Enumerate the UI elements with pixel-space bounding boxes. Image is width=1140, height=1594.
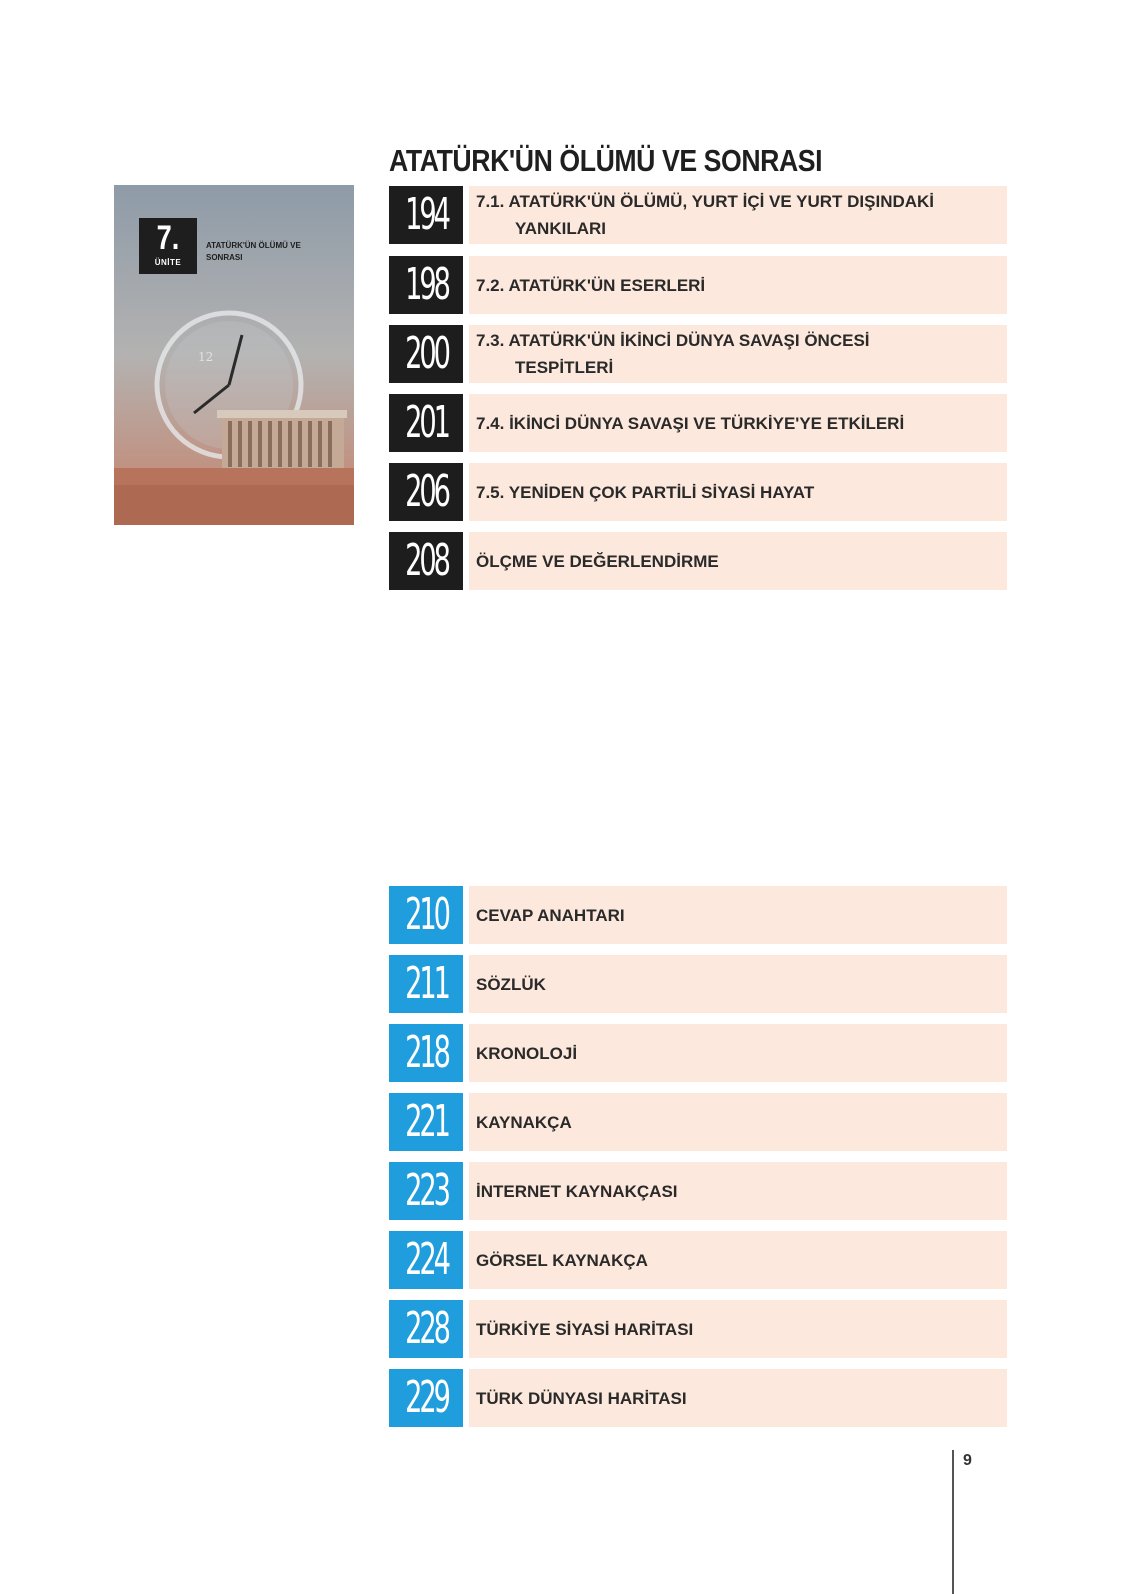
toc-page-number: 228 <box>389 1300 463 1358</box>
toc-item[interactable] <box>389 886 1007 944</box>
cover-unit-number: 7. <box>156 219 180 257</box>
toc-entry-title: SÖZLÜK <box>476 974 546 994</box>
cover-unit-label: ÜNİTE <box>154 258 182 267</box>
toc-item[interactable] <box>389 532 1007 590</box>
cover-unit-badge <box>139 218 197 274</box>
unit-title: ATATÜRK'ÜN ÖLÜMÜ VE SONRASI <box>389 143 823 178</box>
toc-item[interactable] <box>389 1093 1007 1151</box>
toc-page-number: 221 <box>389 1093 463 1151</box>
toc-entry-title: KAYNAKÇA <box>476 1112 572 1132</box>
toc-item[interactable] <box>389 463 1007 521</box>
toc-entry <box>469 955 1007 1013</box>
toc-entry <box>469 1369 1007 1427</box>
toc-page-number: 218 <box>389 1024 463 1082</box>
toc-page-number: 198 <box>389 256 463 314</box>
toc-page-number: 194 <box>389 186 463 244</box>
toc-entry <box>469 1162 1007 1220</box>
toc-entry <box>469 1024 1007 1082</box>
toc-entry-title: KRONOLOJİ <box>476 1043 578 1063</box>
toc-entry-title: 7.3. ATATÜRK'ÜN İKİNCİ DÜNYA SAVAŞI ÖNCESİ <box>476 331 870 350</box>
toc-page-number: 223 <box>389 1162 463 1220</box>
svg-text:12: 12 <box>198 350 214 364</box>
toc-entry-title: ÖLÇME VE DEĞERLENDİRME <box>476 551 719 571</box>
toc-entry <box>469 1231 1007 1289</box>
toc-page-number: 208 <box>389 532 463 590</box>
toc-item[interactable] <box>389 256 1007 314</box>
toc-entry <box>469 463 1007 521</box>
toc-item[interactable] <box>389 955 1007 1013</box>
toc-item[interactable] <box>389 1231 1007 1289</box>
toc-entry-title: 7.1. ATATÜRK'ÜN ÖLÜMÜ, YURT İÇİ VE YURT DIŞINDAKİ <box>476 192 935 211</box>
toc-page-number: 206 <box>389 463 463 521</box>
toc-item[interactable] <box>389 1300 1007 1358</box>
toc-entry <box>469 886 1007 944</box>
unit-cover-image <box>114 185 354 525</box>
toc-entry-title: TÜRKİYE SİYASİ HARİTASI <box>476 1319 694 1339</box>
toc-item[interactable] <box>389 325 1007 383</box>
toc-page-number: 229 <box>389 1369 463 1427</box>
toc-entry <box>469 532 1007 590</box>
toc-entry-title: 7.5. YENİDEN ÇOK PARTİLİ SİYASİ HAYAT <box>476 482 815 502</box>
toc-item[interactable] <box>389 1369 1007 1427</box>
toc-entry-title: 7.2. ATATÜRK'ÜN ESERLERİ <box>476 275 706 295</box>
page-number: 9 <box>963 1452 972 1469</box>
toc-entry-title: GÖRSEL KAYNAKÇA <box>476 1250 648 1270</box>
toc-entry <box>469 394 1007 452</box>
toc-entry <box>469 1093 1007 1151</box>
toc-entry <box>469 186 1007 244</box>
toc-page-number: 200 <box>389 325 463 383</box>
toc-item[interactable] <box>389 186 1007 244</box>
toc-item[interactable] <box>389 394 1007 452</box>
toc-item[interactable] <box>389 1162 1007 1220</box>
toc-item[interactable] <box>389 1024 1007 1082</box>
toc-page-number: 211 <box>389 955 463 1013</box>
toc-entry <box>469 256 1007 314</box>
toc-entry-title-cont: YANKILARI <box>515 219 606 238</box>
toc-page-number: 201 <box>389 394 463 452</box>
toc-entry-title-cont: TESPİTLERİ <box>515 358 614 377</box>
toc-entry-title: TÜRK DÜNYASI HARİTASI <box>476 1388 687 1408</box>
toc-entry <box>469 325 1007 383</box>
toc-entry-title: İNTERNET KAYNAKÇASI <box>476 1181 678 1201</box>
toc-page-number: 210 <box>389 886 463 944</box>
page-number-rule <box>952 1450 954 1594</box>
toc-entry <box>469 1300 1007 1358</box>
toc-entry-title: 7.4. İKİNCİ DÜNYA SAVAŞI VE TÜRKİYE'YE ETKİLERİ <box>476 413 905 433</box>
cover-unit-title: ATATÜRK'ÜN ÖLÜMÜ VE SONRASI <box>206 241 301 262</box>
toc-page-number: 224 <box>389 1231 463 1289</box>
toc-entry-title: CEVAP ANAHTARI <box>476 905 625 925</box>
